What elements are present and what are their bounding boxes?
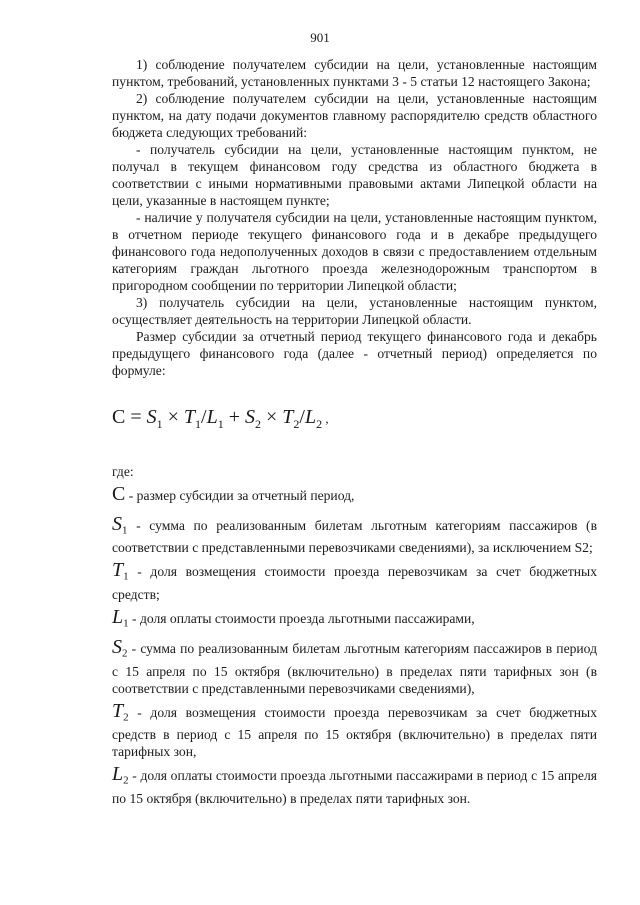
formula-lhs: C: [112, 406, 126, 428]
formula-end: ,: [322, 411, 329, 426]
formula-s1: S: [146, 406, 157, 428]
def-text: - доля оплаты стоимости проезда льготными пассажирами,: [128, 611, 475, 627]
formula-times: ×: [162, 406, 184, 428]
def-symbol: L: [112, 606, 124, 629]
definition-l2: [112, 764, 597, 807]
def-subscript: 1: [123, 617, 129, 630]
definition-t2: [112, 701, 597, 761]
def-subscript: 2: [123, 711, 129, 724]
paragraph: - наличие у получателя субсидии на цели, установленные настоящим пунктом, в отчетном периоде текущего финансового года и в декабре предыдущего финансового года недополученных доходов в связи с предоставлением отдельным категориям граждан льготного проезда железнодорожным транспортом в пригородном сообщении по территории Липецкой области;: [112, 210, 597, 293]
def-subscript: 2: [123, 775, 129, 788]
formula-l1-sub: 1: [217, 417, 224, 431]
where-label: где:: [112, 464, 134, 479]
def-symbol: S: [112, 512, 122, 535]
paragraph: 2) соблюдение получателем субсидии на цели, установленные настоящим пунктом, на дату подачи документов главному распорядителю средств областного бюджета следующих требований:: [112, 91, 597, 140]
def-symbol: L: [112, 763, 124, 786]
page-number: 901: [310, 30, 330, 45]
definition-s1: [112, 514, 597, 557]
formula-eq: =: [125, 406, 147, 428]
paragraph: 1) соблюдение получателем субсидии на цели, установленные настоящим пунктом, требований, установленных пунктами 3 - 5 статьи 12 настоящего Закона;: [112, 57, 597, 89]
paragraph: Размер субсидии за отчетный период текущего финансового года и декабрь предыдущего финансового года (далее - отчетный период) определяется по формуле:: [112, 329, 597, 378]
def-text: - сумма по реализованным билетам льготным категориям пассажиров в период с 15 апреля по 15 октября (включительно) в пределах пяти тарифных зон (в соответствии с представленными перевозчиками сведениями),: [112, 640, 597, 696]
formula-l2-sub: 2: [316, 417, 323, 431]
formula-l1: L: [206, 406, 218, 428]
def-symbol: C: [112, 483, 126, 505]
def-subscript: 2: [122, 647, 128, 660]
formula-div-2: /: [299, 406, 305, 428]
paragraph: 3) получатель субсидии на цели, установленные настоящим пунктом, осуществляет деятельность на территории Липецкой области.: [112, 295, 597, 327]
def-text: - размер субсидии за отчетный период,: [125, 488, 355, 503]
formula-s1-sub: 1: [156, 417, 163, 431]
def-symbol: T: [112, 699, 124, 722]
def-text: - доля возмещения стоимости проезда перевозчикам за счет бюджетных средств;: [112, 564, 597, 603]
formula-s2-sub: 2: [255, 417, 261, 431]
def-text: - сумма по реализованным билетам льготным категориям пассажиров (в соответствии с представленными перевозчиками сведениями), за исключением S2;: [112, 517, 597, 556]
formula-s2: S: [245, 406, 255, 428]
formula-div: /: [201, 406, 207, 428]
subsidy-formula: [112, 404, 597, 437]
formula-t1: T: [183, 406, 196, 428]
paragraph: - получатель субсидии на цели, установленные настоящим пунктом, не получал в текущем финансовом году средства из областного бюджета в соответствии с иными нормативными правовыми актами Липецкой области на цели, указанные в настоящем пункте;: [112, 142, 597, 208]
formula-plus: +: [223, 406, 245, 428]
formula-l2: L: [304, 406, 317, 428]
definition-l1: [112, 607, 597, 633]
definition-c: [112, 484, 597, 510]
def-symbol: S: [112, 635, 122, 658]
definition-s2: [112, 637, 597, 697]
formula-t1-sub: 1: [195, 417, 202, 431]
def-symbol: T: [112, 559, 124, 582]
def-subscript: 1: [122, 524, 128, 537]
formula-times-2: ×: [261, 406, 283, 428]
formula-t2: T: [282, 406, 294, 428]
def-subscript: 1: [123, 571, 129, 584]
definition-t1: [112, 560, 597, 603]
formula-t2-sub: 2: [293, 417, 300, 431]
def-text: - доля возмещения стоимости проезда перевозчикам за счет бюджетных средств в период с 15 апреля по 15 октября (включительно) в пределах пяти тарифных зон,: [112, 704, 597, 760]
document-body: [112, 56, 597, 807]
def-text: - доля оплаты стоимости проезда льготными пассажирами в период с 15 апреля по 15 октября (включительно) в пределах пяти тарифных зон.: [112, 768, 597, 807]
